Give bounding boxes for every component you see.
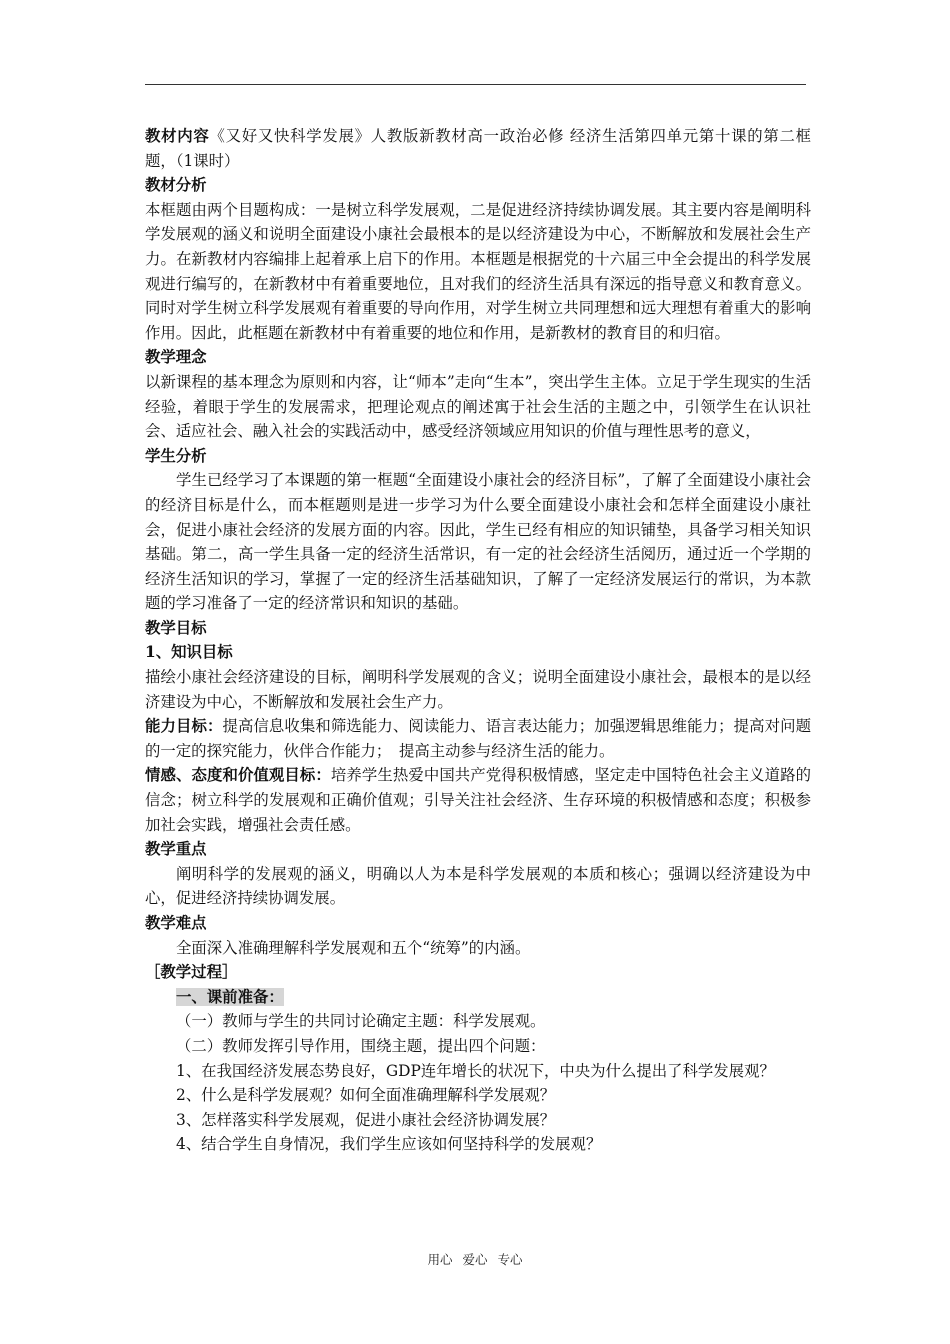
process-step-heading <box>176 985 811 1010</box>
document-body <box>145 124 811 1157</box>
process-list <box>145 985 811 1157</box>
process-line: （一）教师与学生的共同讨论确定主题：科学发展观。 <box>176 1012 546 1031</box>
process-step-label: 一、课前准备： <box>176 987 284 1006</box>
key-points-body: 阐明科学的发展观的涵义，明确以人为本是科学发展观的本质和核心；强调以经济建设为中心，促进经济持续协调发展。 <box>145 864 811 908</box>
section-heading-philosophy: 教学理念 <box>145 348 207 367</box>
ability-goal-paragraph <box>145 714 811 763</box>
intro-label: 教材内容 <box>145 127 210 145</box>
emotion-goal-label: 情感、态度和价值观目标： <box>145 766 331 785</box>
knowledge-goal-body: 描绘小康社会经济建设的目标，阐明科学发展观的含义；说明全面建设小康社会，最根本的是以经济建设为中心，不断解放和发展社会生产力。 <box>145 668 811 711</box>
process-line: 4、结合学生自身情况，我们学生应该如何坚持科学的发展观？ <box>176 1135 602 1154</box>
ability-goal-label: 能力目标： <box>145 717 223 736</box>
page-footer: 用心 爱心 专心 <box>427 1252 523 1267</box>
section-heading-process: ［教学过程］ <box>145 963 238 982</box>
emotion-goal-paragraph <box>145 763 811 837</box>
philosophy-body: 以新课程的基本理念为原则和内容，让“师本”走向“生本”，突出学生主体。立足于学生现实的生活经验，着眼于学生的发展需求，把理论观点的阐述寓于社会生活的主题之中，引领学生在认识社会、适应社会、融入社会的实践活动中，感受经济领域应用知识的价值与理性思考的意义， <box>145 372 811 441</box>
students-body: 学生已经学习了本课题的第一框题“全面建设小康社会的经济目标”，了解了全面建设小康社会的经济目标是什么，而本框题则是进一步学习为什么要全面建设小康社会和怎样全面建设小康社会，促进小康社会经济的发展方面的内容。因此，学生已经有相应的知识铺垫，具备学习相关知识基础。第二，高一学生具备一定的经济生活常识，有一定的社会经济生活阅历，通过近一个学期的经济生活知识的学习，掌握了一定的经济生活基础知识，了解了一定经济发展运行的常识，为本款题的学习准备了一定的经济常识和知识的基础。 <box>145 471 811 613</box>
analysis-body: 本框题由两个目题构成：一是树立科学发展观，二是促进经济持续协调发展。其主要内容是阐明科学发展观的涵义和说明全面建设小康社会最根本的是以经济建设为中心，不断解放和发展社会生产力。在新教材内容编排上起着承上启下的作用。本框题是根据党的十六届三中全会提出的科学发展观进行编写的，在新教材中有着重要地位，且对我们的经济生活具有深远的指导意义和教育意义。同时对学生树立科学发展观有着重要的导向作用，对学生树立共同理想和远大理想有着重大的影响作用。因此，此框题在新教材中有着重要的地位和作用，是新教材的教育目的和归宿。 <box>145 200 811 342</box>
process-line: （二）教师发挥引导作用，围绕主题，提出四个问题： <box>176 1036 546 1055</box>
section-heading-analysis: 教材分析 <box>145 176 207 195</box>
intro-text: 《又好又快科学发展》人教版新教材高一政治必修 经济生活第四单元第十课的第二框题，（1课时） <box>145 127 811 170</box>
emotion-goal-body: 培养学生热爱中国共产党得积极情感，坚定走中国特色社会主义道路的信念；树立科学的发展观和正确价值观；引导关注社会经济、生存环境的积极情感和态度；积极参加社会实践，增强社会责任感。 <box>145 766 811 834</box>
process-line: 2、什么是科学发展观？如何全面准确理解科学发展观？ <box>176 1086 556 1105</box>
difficulties-body: 全面深入准确理解科学发展观和五个“统筹”的内涵。 <box>176 938 531 957</box>
header-rule <box>145 84 806 85</box>
section-heading-difficulties: 教学难点 <box>145 914 207 932</box>
intro-paragraph <box>145 124 811 173</box>
process-line: 3、怎样落实科学发展观，促进小康社会经济协调发展？ <box>176 1110 556 1129</box>
section-heading-key-points: 教学重点 <box>145 840 207 859</box>
ability-goal-body: 提高信息收集和筛选能力、阅读能力、语言表达能力；加强逻辑思维能力；提高对问题的一定的探究能力，伙伴合作能力； 提高主动参与经济生活的能力。 <box>145 717 811 760</box>
section-heading-students: 学生分析 <box>145 446 207 465</box>
process-line: 1、在我国经济发展态势良好，GDP连年增长的状况下，中央为什么提出了科学发展观？ <box>176 1061 775 1080</box>
section-heading-goals: 教学目标 <box>145 618 207 637</box>
knowledge-goal-heading: 1、知识目标 <box>145 643 233 662</box>
